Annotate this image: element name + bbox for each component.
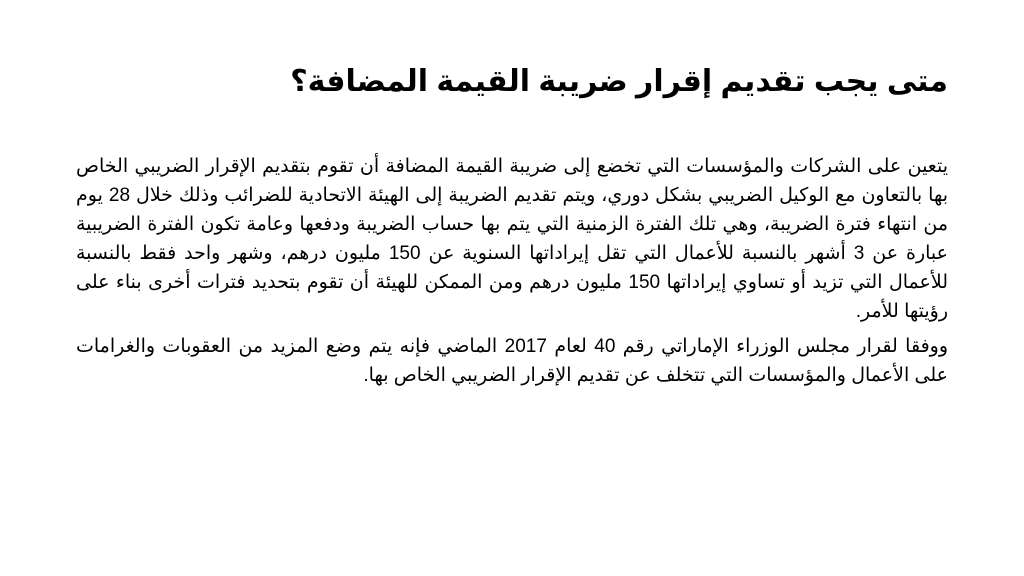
paragraph-filing-deadline: يتعين على الشركات والمؤسسات التي تخضع إلى ضريبة القيمة المضافة أن تقوم بتقديم الإقرار الضريبي الخاص بها بالتعاون مع الوكيل الضريبي بشكل دوري، ويتم تقديم الضريبة إلى الهيئة الاتحادية للضرائب وذلك خلال 28 يوم من انتهاء فترة الضريبة، وهي تلك الفترة الزمنية التي يتم بها حساب الضريبة ودفعها وعامة تكون الفترة الضريبية عبارة عن 3 أشهر بالنسبة للأعمال التي تقل إيراداتها السنوية عن 150 مليون درهم، وشهر واحد فقط بالنسبة للأعمال التي تزيد أو تساوي إيراداتها 150 مليون درهم ومن الممكن للهيئة أن تقوم بتحديد فترات أخرى بناء على رؤيتها للأمر.	[76, 156, 948, 322]
slide-body	[76, 152, 948, 390]
paragraph-penalties: ووفقا لقرار مجلس الوزراء الإماراتي رقم 40 لعام 2017 الماضي فإنه يتم وضع المزيد من العقوبات والغرامات على الأعمال والمؤسسات التي تتخلف عن تقديم الإقرار الضريبي الخاص بها.	[76, 336, 948, 386]
slide-title: متى يجب تقديم إقرار ضريبة القيمة المضافة؟	[290, 65, 948, 98]
